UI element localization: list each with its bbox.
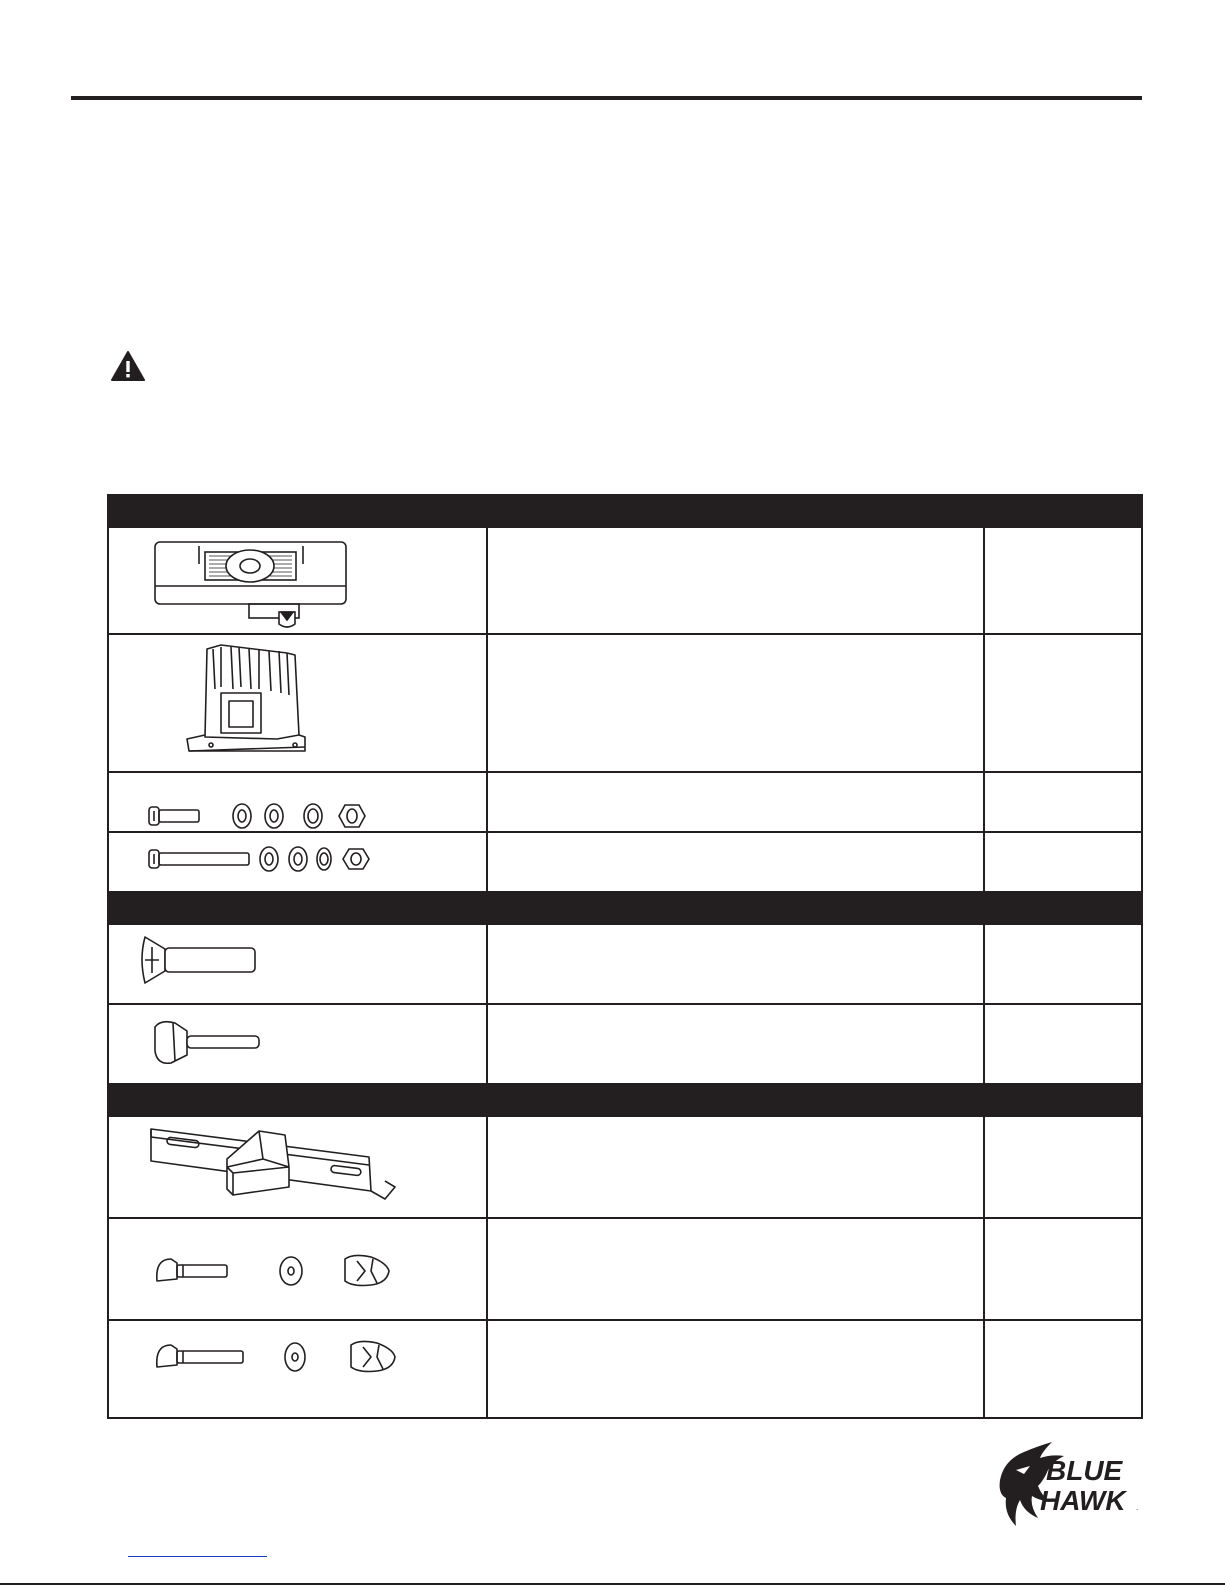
part-quantity	[985, 1321, 1141, 1337]
table-row	[108, 1320, 1142, 1418]
part-description	[488, 528, 983, 544]
part-illustration	[108, 1320, 487, 1418]
flat-head-screw-icon	[109, 925, 488, 1005]
table-row	[108, 1004, 1142, 1084]
part-illustration	[108, 634, 487, 772]
part-quantity	[985, 1219, 1141, 1235]
section-header	[108, 495, 1142, 527]
section-header	[108, 892, 1142, 924]
part-quantity	[985, 833, 1141, 849]
table-row	[108, 1116, 1142, 1218]
table-row	[108, 832, 1142, 892]
part-illustration	[108, 924, 487, 1004]
part-description	[488, 1219, 983, 1235]
logo-word-hawk: HAWK	[1040, 1485, 1126, 1516]
part-quantity	[985, 773, 1141, 789]
part-quantity	[985, 925, 1141, 941]
long-carriage-bolt-set-icon	[109, 1321, 488, 1419]
table-row	[108, 527, 1142, 634]
part-quantity	[985, 1005, 1141, 1021]
section-header	[108, 1084, 1142, 1116]
part-description	[488, 1005, 983, 1021]
thumb-screw-icon	[109, 1005, 488, 1085]
part-illustration	[108, 1218, 487, 1320]
part-quantity	[985, 635, 1141, 651]
part-description	[488, 773, 983, 789]
part-quantity	[985, 1117, 1141, 1133]
bracket-icon	[109, 635, 488, 773]
part-description	[488, 635, 983, 651]
part-description	[488, 833, 983, 849]
blue-hawk-logo	[994, 1440, 1144, 1532]
logo-word-blue: BLUE	[1046, 1455, 1123, 1486]
part-illustration	[108, 527, 487, 634]
part-illustration	[108, 772, 487, 832]
part-illustration	[108, 1004, 487, 1084]
part-description	[488, 925, 983, 941]
router-plate-icon	[109, 528, 488, 635]
table-row	[108, 924, 1142, 1004]
part-illustration	[108, 1116, 487, 1218]
short-carriage-bolt-set-icon	[109, 1219, 488, 1321]
header-rule	[71, 96, 1142, 100]
long-bolt-set-icon	[109, 833, 488, 893]
footer-link-underline[interactable]	[128, 1556, 267, 1557]
table-row	[108, 772, 1142, 832]
part-quantity	[985, 528, 1141, 544]
fence-rail-icon	[109, 1117, 488, 1219]
table-row	[108, 1218, 1142, 1320]
parts-table	[107, 494, 1143, 1419]
part-illustration	[108, 832, 487, 892]
part-description	[488, 1321, 983, 1337]
table-row	[108, 634, 1142, 772]
short-bolt-set-icon	[109, 773, 488, 833]
logo-mark: .	[1136, 1503, 1139, 1512]
warning-triangle-icon	[110, 350, 146, 382]
part-description	[488, 1117, 983, 1133]
